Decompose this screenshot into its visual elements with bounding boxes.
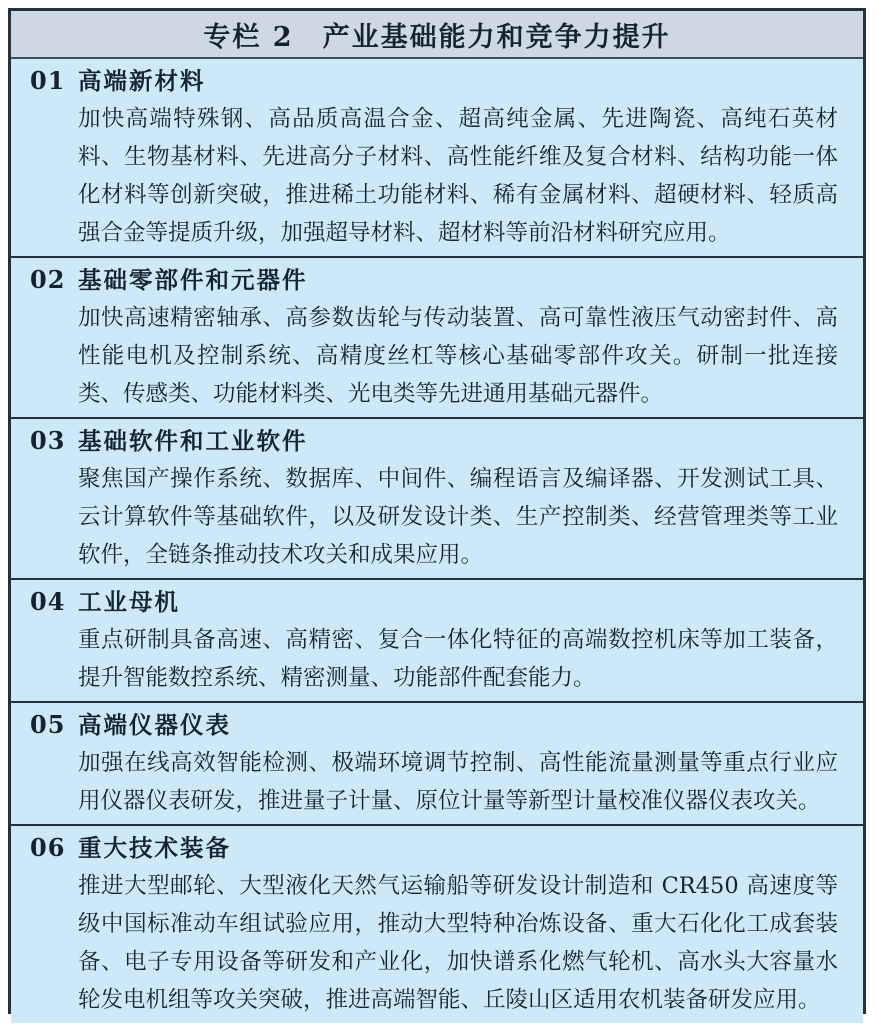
section-title: 高端仪器仪表 bbox=[78, 711, 231, 739]
section-03 bbox=[11, 419, 863, 580]
section-head bbox=[30, 261, 838, 299]
section-body-text: 重点研制具备高速、高精密、复合一体化特征的高端数控机床等加工装备，提升智能数控系统、精密测量、功能部件配套能力。 bbox=[78, 627, 838, 691]
section-number: 02 bbox=[30, 265, 66, 294]
section-body-text: 推进大型邮轮、大型液化天然气运输船等研发设计制造和 CR450 高速度等级中国标准动车组试验应用，推动大型特种冶炼设备、重大石化化工成套装备、电子专用设备等研发和产业化，加快谱系化燃气轮机、高水头大容量水轮发电机组等攻关突破，推进高端智能、丘陵山区适用农机装备研发应用。 bbox=[78, 873, 838, 1013]
section-head bbox=[30, 583, 838, 621]
section-title: 高端新材料 bbox=[78, 67, 206, 95]
section-title: 基础软件和工业软件 bbox=[78, 427, 308, 455]
section-number: 06 bbox=[30, 833, 66, 862]
section-title: 工业母机 bbox=[78, 588, 180, 616]
section-title: 基础零部件和元器件 bbox=[78, 266, 308, 294]
section-head bbox=[30, 706, 838, 744]
section-05 bbox=[11, 703, 863, 826]
section-04 bbox=[11, 580, 863, 703]
section-number: 01 bbox=[30, 66, 66, 95]
box-header bbox=[11, 11, 863, 59]
section-number: 03 bbox=[30, 426, 66, 455]
section-number: 04 bbox=[30, 587, 66, 616]
section-body-text: 聚焦国产操作系统、数据库、中间件、编程语言及编译器、开发测试工具、云计算软件等基础软件，以及研发设计类、生产控制类、经营管理类等工业软件，全链条推动技术攻关和成果应用。 bbox=[78, 466, 838, 568]
section-head bbox=[30, 829, 838, 867]
section-06 bbox=[11, 826, 863, 1023]
section-number: 05 bbox=[30, 710, 66, 739]
section-body-text: 加快高端特殊钢、高品质高温合金、超高纯金属、先进陶瓷、高纯石英材料、生物基材料、先进高分子材料、高性能纤维及复合材料、结构功能一体化材料等创新突破，推进稀土功能材料、稀有金属材料、超硬材料、轻质高强合金等提质升级，加强超导材料、超材料等前沿材料研究应用。 bbox=[78, 106, 838, 246]
section-02 bbox=[11, 258, 863, 419]
section-head bbox=[30, 62, 838, 100]
section-title: 重大技术装备 bbox=[78, 834, 231, 862]
section-body-text: 加快高速精密轴承、高参数齿轮与传动装置、高可靠性液压气动密封件、高性能电机及控制系统、高精度丝杠等核心基础零部件攻关。研制一批连接类、传感类、功能材料类、光电类等先进通用基础元器件。 bbox=[78, 305, 838, 407]
section-body-text: 加强在线高效智能检测、极端环境调节控制、高性能流量测量等重点行业应用仪器仪表研发，推进量子计量、原位计量等新型计量校准仪器仪表攻关。 bbox=[78, 750, 838, 814]
section-head bbox=[30, 422, 838, 460]
policy-column-box bbox=[8, 8, 866, 1014]
box-title: 专栏 2 产业基础能力和竞争力提升 bbox=[203, 21, 671, 53]
section-01 bbox=[11, 59, 863, 258]
